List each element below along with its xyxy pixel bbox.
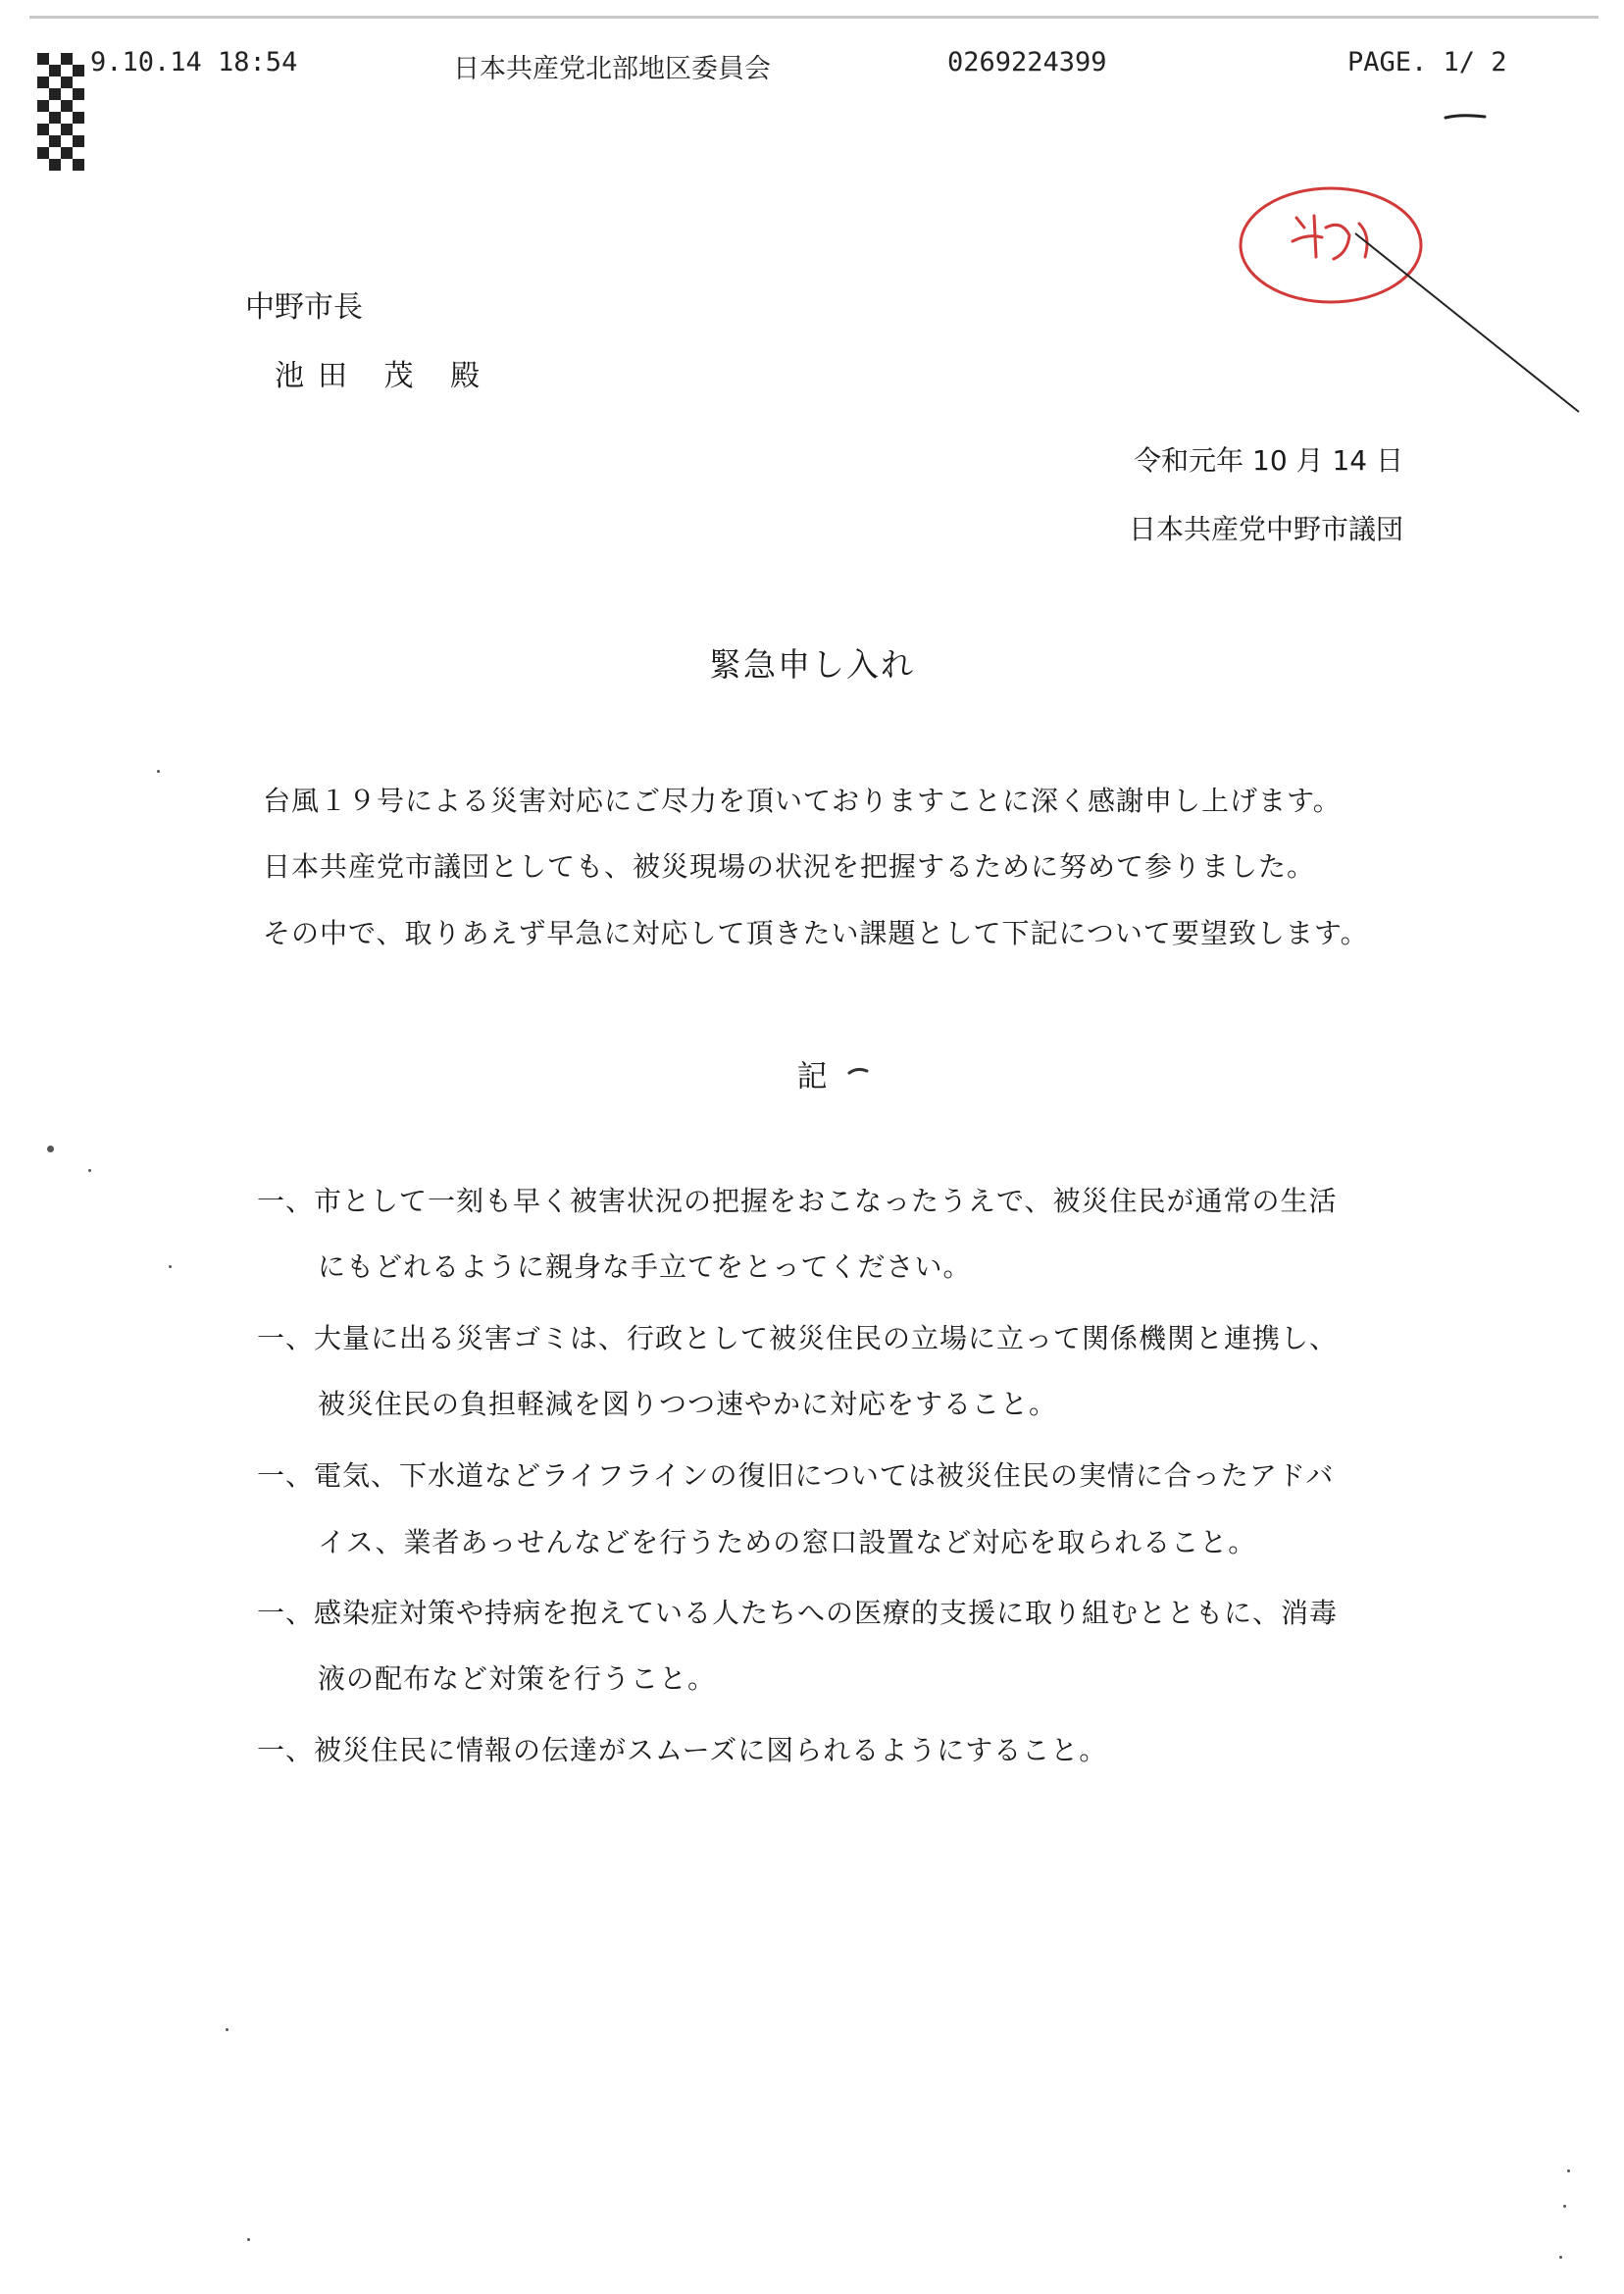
- pen-smudge-icon: [847, 1065, 869, 1077]
- request-item-line: 一、市として一刻も早く被害状況の把握をおこなったうえで、被災住民が通常の生活: [257, 1185, 1338, 1217]
- document-date: 令和元年 10 月 14 日: [1134, 444, 1403, 477]
- recipient-title: 中野市長: [245, 290, 363, 325]
- request-item-continuation: 被災住民の負担軽減を図りつつ速やかに対応をすること。: [318, 1388, 1058, 1420]
- scan-speck: [1563, 2205, 1566, 2208]
- scan-speck: [1559, 2256, 1562, 2259]
- diagonal-pen-line-icon: [1353, 226, 1589, 422]
- intro-paragraph-line: その中で、取りあえず早急に対応して頂きたい課題として下記について要望致します。: [263, 917, 1369, 949]
- document-title: 緊急申し入れ: [709, 645, 915, 684]
- scan-speck: [1567, 2169, 1570, 2172]
- fax-datetime: 9.10.14 18:54: [90, 47, 298, 77]
- request-item-continuation: 液の配布など対策を行うこと。: [318, 1662, 717, 1695]
- request-item-line: 一、感染症対策や持病を抱えている人たちへの医療的支援に取り組むとともに、消毒: [257, 1597, 1339, 1629]
- scan-speck: [47, 1146, 54, 1152]
- scan-speck: [169, 1265, 172, 1268]
- request-item-line: 一、被災住民に情報の伝達がスムーズに図られるようにすること。: [257, 1734, 1108, 1766]
- intro-paragraph-line: 台風１９号による災害対応にご尽力を頂いておりますことに深く感謝申し上げます。: [263, 785, 1342, 817]
- recipient-name: 池田 茂 殿: [275, 359, 494, 393]
- fax-sender: 日本共産党北部地区委員会: [453, 54, 771, 84]
- request-item-continuation: にもどれるように親身な手立てをとってください。: [318, 1250, 972, 1283]
- document-sender: 日本共産党中野市議団: [1128, 513, 1403, 545]
- request-item-line: 一、大量に出る災害ゴミは、行政として被災住民の立場に立って関係機関と連携し、: [257, 1322, 1339, 1354]
- scan-speck: [157, 770, 160, 773]
- fax-header: [0, 47, 1624, 86]
- scan-speck: [226, 2028, 228, 2031]
- intro-paragraph-line: 日本共産党市議団としても、被災現場の状況を把握するために努めて参りました。: [263, 850, 1316, 883]
- scan-speck: [247, 2238, 250, 2241]
- request-item-line: 一、電気、下水道などライフラインの復旧については被災住民の実情に合ったアドバ: [257, 1459, 1335, 1492]
- pen-dash-mark-icon: [1442, 106, 1491, 126]
- scan-speck: [88, 1169, 91, 1172]
- request-item-continuation: イス、業者あっせんなどを行うための窓口設置など対応を取られること。: [318, 1526, 1257, 1558]
- fax-number: 0269224399: [947, 47, 1107, 77]
- ki-heading: 記: [796, 1059, 828, 1095]
- scan-edge-line: [29, 16, 1599, 19]
- fax-page-indicator: PAGE. 1/ 2: [1347, 47, 1507, 77]
